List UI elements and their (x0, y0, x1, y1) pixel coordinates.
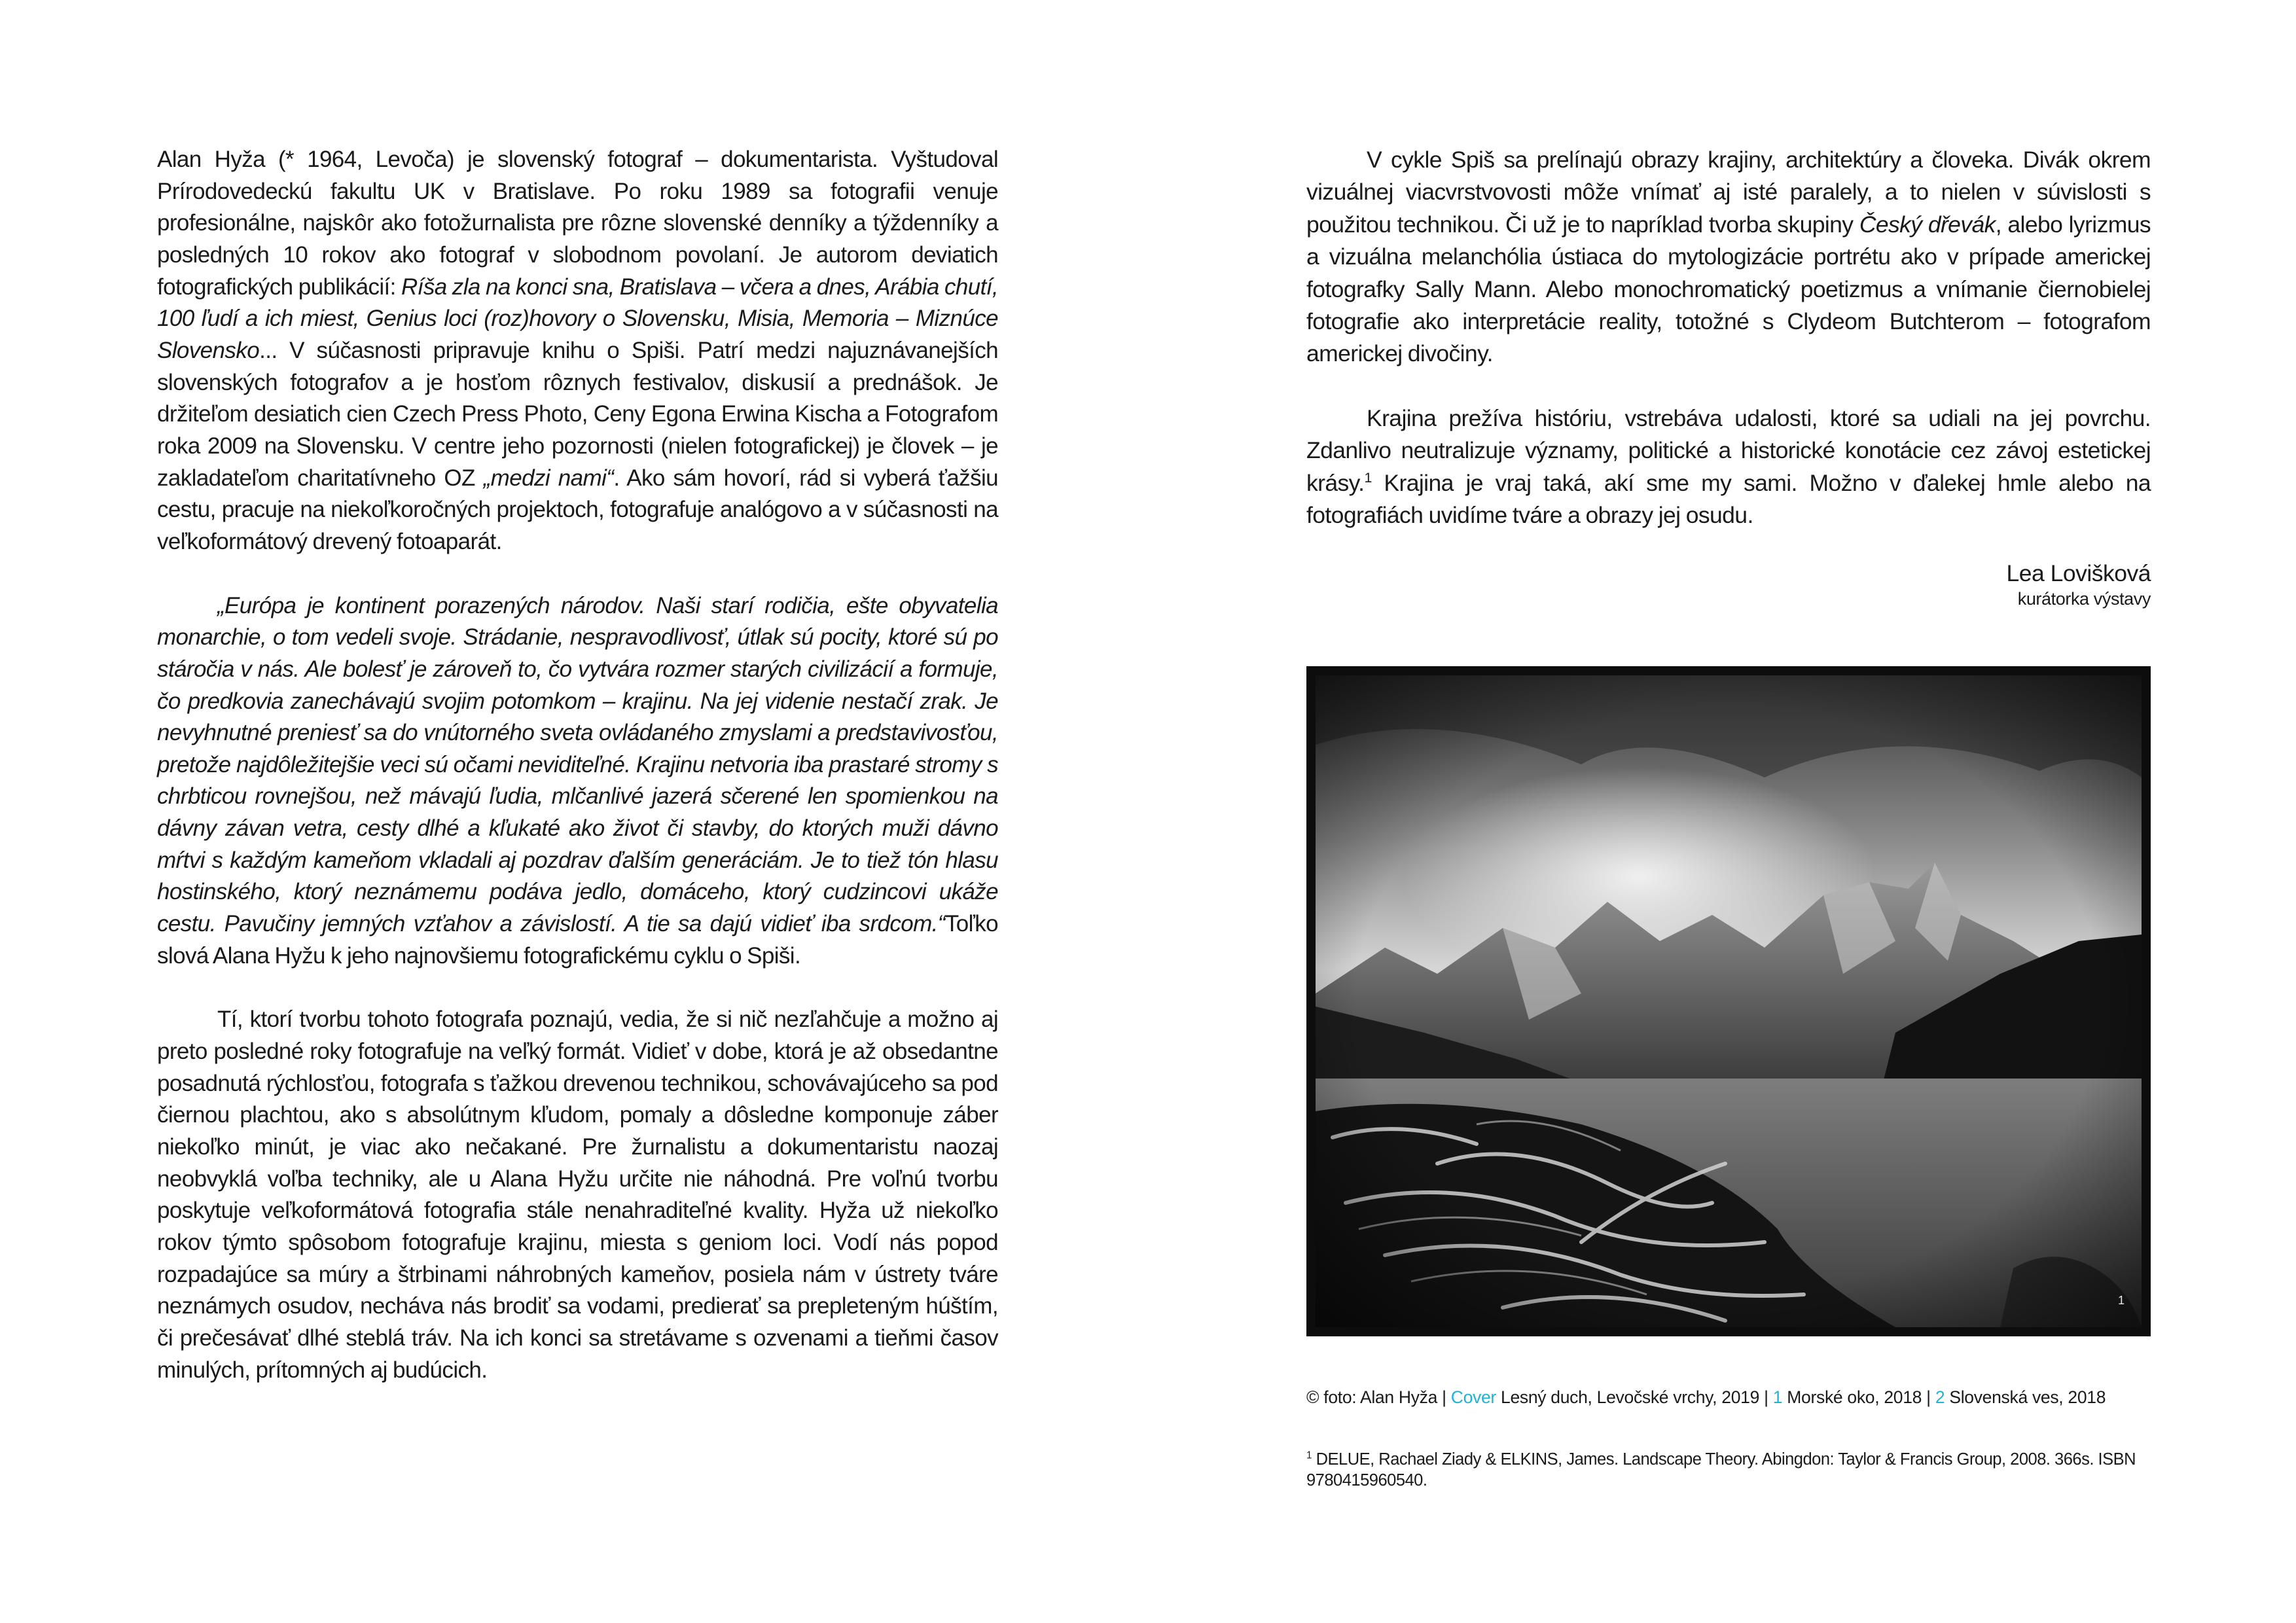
signature-name: Lea Lovišková (2006, 560, 2151, 587)
author-quote (157, 590, 998, 972)
quote-attribution: Toľko slová Alana Hyžu k jeho najnovšiemu fotografickému cyklu o Spiši. (157, 911, 998, 969)
caption-cover-label: Cover (1450, 1387, 1496, 1407)
bio-text-3: . Ako sám hovorí, rád si vyberá ťažšiu cestu, pracuje na niekoľkoročných projektoch, fotografuje analógovo a v súčasnosti na veľkoformátový drevený fotoaparát. (157, 465, 999, 554)
photo-caption (1306, 1386, 2151, 1408)
footnote-text: DELUE, Rachael Ziady & ELKINS, James. Landscape Theory. Abingdon: Taylor & Francis Group, 2008. 366s. ISBN 9780415960540. (1306, 1450, 2136, 1489)
caption-number-1: 1 (1772, 1387, 1783, 1407)
caption-text-1: Morské oko, 2018 | (1782, 1387, 1935, 1407)
p1-text-1: V cykle Spiš sa prelínajú obrazy krajiny, architektúry a človeka. Divák okrem vizuálnej viacvrstvovosti môže vnímať aj isté paralely, a to nielen v súvislosti s použitou technikou. Či už je to napríklad tvorba skupiny (1306, 147, 2151, 238)
author-bio (157, 144, 998, 558)
mountain-lake-image (1306, 666, 2151, 1336)
curator-paragraph-2 (1306, 402, 2151, 532)
signature-role: kurátorka výstavy (2017, 589, 2151, 609)
p2-text-2: Krajina je vraj taká, akí sme my sami. Možno v ďalekej hmle alebo na fotografiách uvidíme tváre a obrazy jej osudu. (1306, 469, 2151, 529)
bio-publications: Ríša zla na konci sna, Bratislava – včera a dnes, Arábia chutí, 100 ľudí a ich miest, Genius loci (roz)hovory o Slovensku, Misia, Memoria – Miznúce Slovensko (157, 274, 998, 363)
bio-text-1: Alan Hyža (* 1964, Levoča) je slovenský fotograf – dokumentarista. Vyštudoval Prírodovedeckú fakultu UK v Bratislave. Po roku 1989 sa fotografii venuje profesionálne, najskôr ako fotožurnalista pre rôzne slovenské denníky a týždenníky a posledných 10 rokov ako fotograf v slobodnom povolaní. Je autorom deviatich fotografických publikácií: (157, 147, 998, 300)
footnote-marker: 1 (1306, 1450, 1312, 1461)
right-text-column (1306, 144, 2151, 610)
signature (1306, 559, 2151, 610)
footnote-ref: 1 (1364, 469, 1372, 486)
caption-cover-text: Lesný duch, Levočské vrchy, 2019 | (1496, 1387, 1773, 1407)
bio-organization: „medzi nami“ (483, 465, 614, 491)
left-text-column (157, 144, 998, 1386)
quote-text: „Európa je kontinent porazených národov. Naši starí rodičia, ešte obyvatelia monarchie, o tom vedeli svoje. Strádanie, nespravodlivosť, útlak sú pocity, ktoré sú po stáročia v nás. Ale bolesť je zároveň to, čo vytvára rozmer starých civilizácií a formuje, čo predkovia zanechávajú svojim potomkom – krajinu. Na jej videnie nestačí zrak. Je nevyhnutné preniesť sa do vnútorného sveta ovládaného zmyslami a predstavivosťou, pretože najdôležitejšie veci sú očami neviditeľné. Krajinu netvoria iba prastaré stromy s chrbticou rovnejšou, než mávajú ľudia, mlčanlivé jazerá sčerené len spomienkou na dávny závan vetra, cesty dlhé a kľukaté ako život či stavby, do ktorých muži dávno mŕtvi s každým kameňom vkladali aj pozdrav ďalším generáciám. Je to tiež tón hlasu hostinského, ktorý neznámemu podáva jedlo, domáceho, ktorý cudzincovi ukáže cestu. Pavučiny jemných vzťahov a závislostí. A tie sa dajú vidieť iba srdcom.“ (157, 592, 998, 937)
p1-text-2: , alebo lyrizmus a vizuálna melanchólia ústiaca do mytologizácie portrétu ako v prípade americkej fotografky Sally Mann. Alebo monochromatický poetizmus a vnímanie čiernobielej fotografie ako interpretácie reality, totožné s Clydeom Butchterom – fotografom americkej divočiny. (1306, 211, 2151, 367)
caption-credit: © foto: Alan Hyža | (1306, 1387, 1451, 1407)
footnote (1306, 1449, 2151, 1491)
bio-text-2: ... V súčasnosti pripravuje knihu o Spiši. Patrí medzi najuznávanejších slovenských fotografov a je hosťom rôznych festivalov, diskusií a prednášok. Je držiteľom desiatich cien Czech Press Photo, Ceny Egona Erwina Kischa a Fotografom roka 2009 na Slovensku. V centre jeho pozornosti (nielen fotografickej) je človek – je zakladateľom charitatívneho OZ (157, 337, 998, 491)
curator-paragraph-1 (1306, 144, 2151, 370)
p1-group-name: Český dřevák (1859, 211, 1996, 238)
essay-paragraph: Tí, ktorí tvorbu tohoto fotografa poznajú, vedia, že si nič nezľahčuje a možno aj preto posledné roky fotografuje na veľký formát. Vidieť v dobe, ktorá je až obsedantne posadnutá rýchlosťou, fotografa s ťažkou drevenou technikou, schovávajúceho sa pod čiernou plachtou, ako s absolútnym kľudom, pomaly a dôsledne komponuje záber niekoľko minút, je viac ako nečakané. Pre žurnalistu a dokumentaristu naozaj neobvyklá voľba techniky, ale u Alana Hyžu určite nie náhodná. Pre voľnú tvorbu poskytuje veľkoformátová fotografia stále nenahraditeľné kvality. Hyža už niekoľko rokov týmto spôsobom fotografuje krajinu, miesta s geniom loci. Vodí nás popod rozpadajúce sa múry a štrbinami náhrobných kameňov, posiela nám v ústrety tváre neznámych osudov, necháva nás brodiť sa vodami, predierať sa prepleteným húštím, či prečesávať dlhé steblá tráv. Na ich konci sa stretávame s ozvenami a tieňmi časov minulých, prítomných aj budúcich. (157, 1007, 998, 1383)
p2-text-1: Krajina prežíva históriu, vstrebáva udalosti, ktoré sa udiali na jej povrchu. Zdanlivo neutralizuje významy, politické a historické konotácie cez závoj estetickej krásy. (1306, 404, 2151, 496)
landscape-photo (1306, 666, 2151, 1336)
photo-number: 1 (2117, 1294, 2125, 1307)
caption-text-2: Slovenská ves, 2018 (1945, 1387, 2106, 1407)
caption-number-2: 2 (1935, 1387, 1945, 1407)
